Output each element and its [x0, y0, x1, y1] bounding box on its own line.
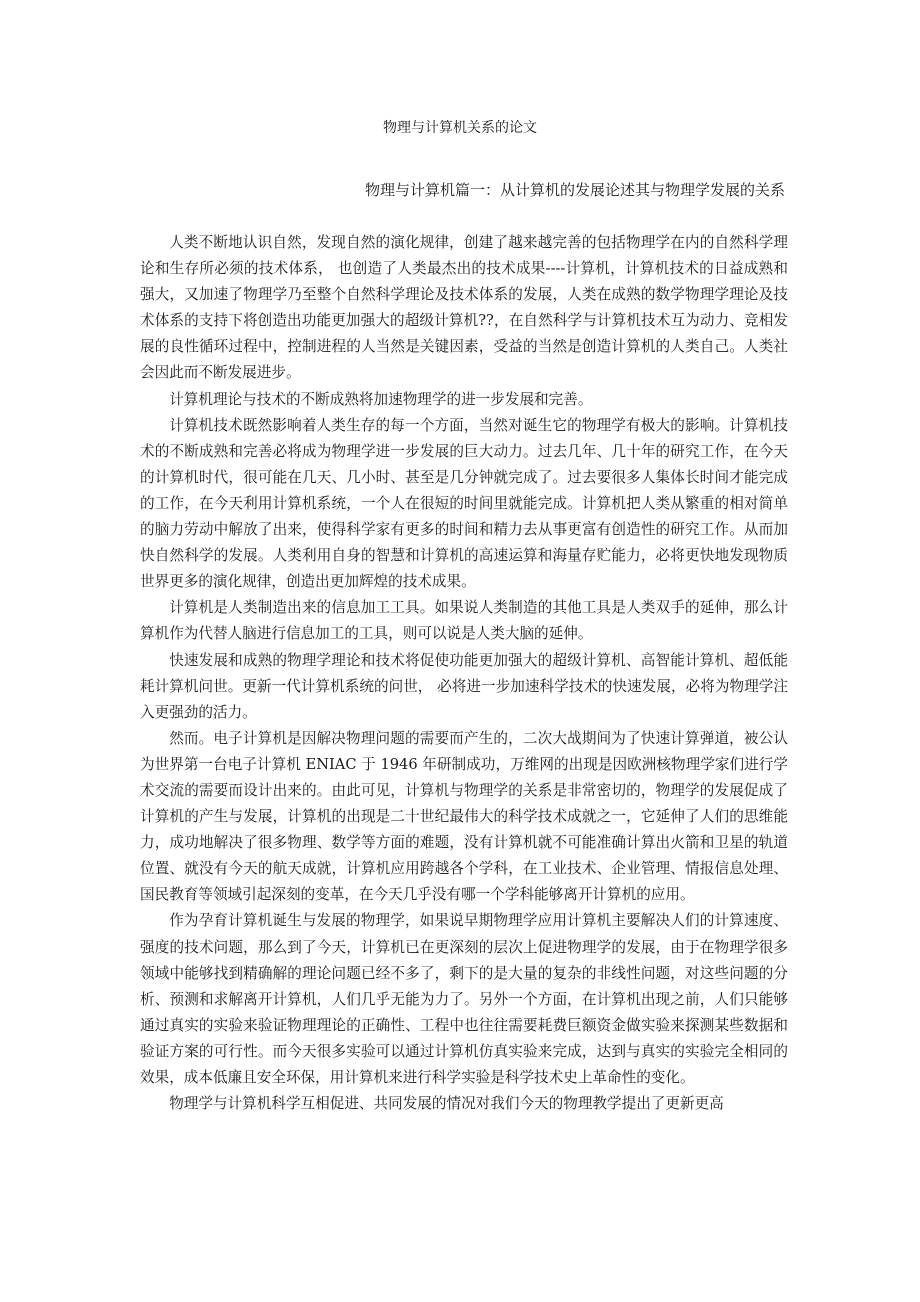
paragraph: 快速发展和成熟的物理学理论和技术将促使功能更加强大的超级计算机、高智能计算机、超低能耗计算机问世。更新一代计算机系统的问世， 必将进一步加速科学技术的快速发展，必将为物理学注入更强劲的活力。 [140, 651, 788, 721]
document-subtitle [140, 177, 800, 203]
document-body [140, 230, 788, 1117]
paragraph: 计算机是人类制造出来的信息加工工具。如果说人类制造的其他工具是人类双手的延伸，那么计算机作为代替人脑进行信息加工的工具，则可以说是人类大脑的延伸。 [140, 599, 788, 643]
paragraph: 作为孕育计算机诞生与发展的物理学，如果说早期物理学应用计算机主要解决人们的计算速度、强度的技术问题，那么到了今天，计算机已在更深刻的层次上促进物理学的发展，由于在物理学很多领域中能够找到精确解的理论问题已经不多了，剩下的是大量的复杂的非线性问题，对这些问题的分析、预测和求解离开计算机，人们几乎无能为力了。另外一个方面，在计算机出现之前，人们只能够通过真实的实验来验证物理理论的正确性、工程中也往往需要耗费巨额资金做实验来探测某些数据和验证方案的可行性。而今天很多实验可以通过计算机仿真实验来完成，达到与真实的实验完全相同的效果，成本低廉且安全环保，用计算机来进行科学实验是科学技术史上革命性的变化。 [140, 912, 788, 1086]
paragraph: 计算机理论与技术的不断成熟将加速物理学的进一步发展和完善。 [169, 390, 593, 408]
paragraph: 然而。电子计算机是因解决物理问题的需要而产生的，二次大战期间为了快速计算弹道，被公认为世界第一台电子计算机 ENIAC 于 1946 年研制成功，万维网的出现是因欧洲核物理学家们进行学术交流的需要而设计出来的。由此可见，计算机与物理学的关系是非常密切的，物理学的发展促成了计算机的产生与发展，计算机的出现是二十世纪最伟大的科学技术成就之一，它延伸了人们的思维能力，成功地解决了很多物理、数学等方面的难题，没有计算机就不可能准确计算出火箭和卫星的轨道位置、就没有今天的航天成就，计算机应用跨越各个学科，在工业技术、企业管理、情报信息处理、国民教育等领域引起深刻的变革，在今天几乎没有哪一个学科能够离开计算机的应用。 [140, 729, 788, 904]
paragraph: 人类不断地认识自然，发现自然的演化规律，创建了越来越完善的包括物理学在内的自然科学理论和生存所必须的技术体系， 也创造了人类最杰出的技术成果----计算机，计算机技术的日益成熟和强大，又加速了物理学乃至整个自然科学理论及技术体系的发展，人类在成熟的数学物理学理论及技术体系的支持下将创造出功能更加强大的超级计算机??，在自然科学与计算机技术互为动力、竞相发展的良性循环过程中，控制进程的人当然是关键因素，受益的当然是创造计算机的人类自己。人类社会因此而不断发展进步。 [140, 234, 788, 382]
paragraph: 物理学与计算机科学互相促进、共同发展的情况对我们今天的物理教学提出了更新更高 [169, 1095, 724, 1113]
subtitle-text: 物理与计算机篇一：从计算机的发展论述其与物理学发展的关系 [365, 181, 786, 199]
paragraph: 计算机技术既然影响着人类生存的每一个方面，当然对诞生它的物理学有极大的影响。计算机技术的不断成熟和完善必将成为物理学进一步发展的巨大动力。过去几年、几十年的研究工作，在今天的计算机时代，很可能在几天、几小时、甚至是几分钟就完成了。过去要很多人集体长时间才能完成的工作，在今天利用计算机系统，一个人在很短的时间里就能完成。计算机把人类从繁重的相对简单的脑力劳动中解放了出来，使得科学家有更多的时间和精力去从事更富有创造性的研究工作。从而加快自然科学的发展。人类利用自身的智慧和计算机的高速运算和海量存贮能力，必将更快地发现物质世界更多的演化规律，创造出更加辉煌的技术成果。 [140, 416, 788, 591]
document-title: 物理与计算机关系的论文 [383, 120, 537, 136]
